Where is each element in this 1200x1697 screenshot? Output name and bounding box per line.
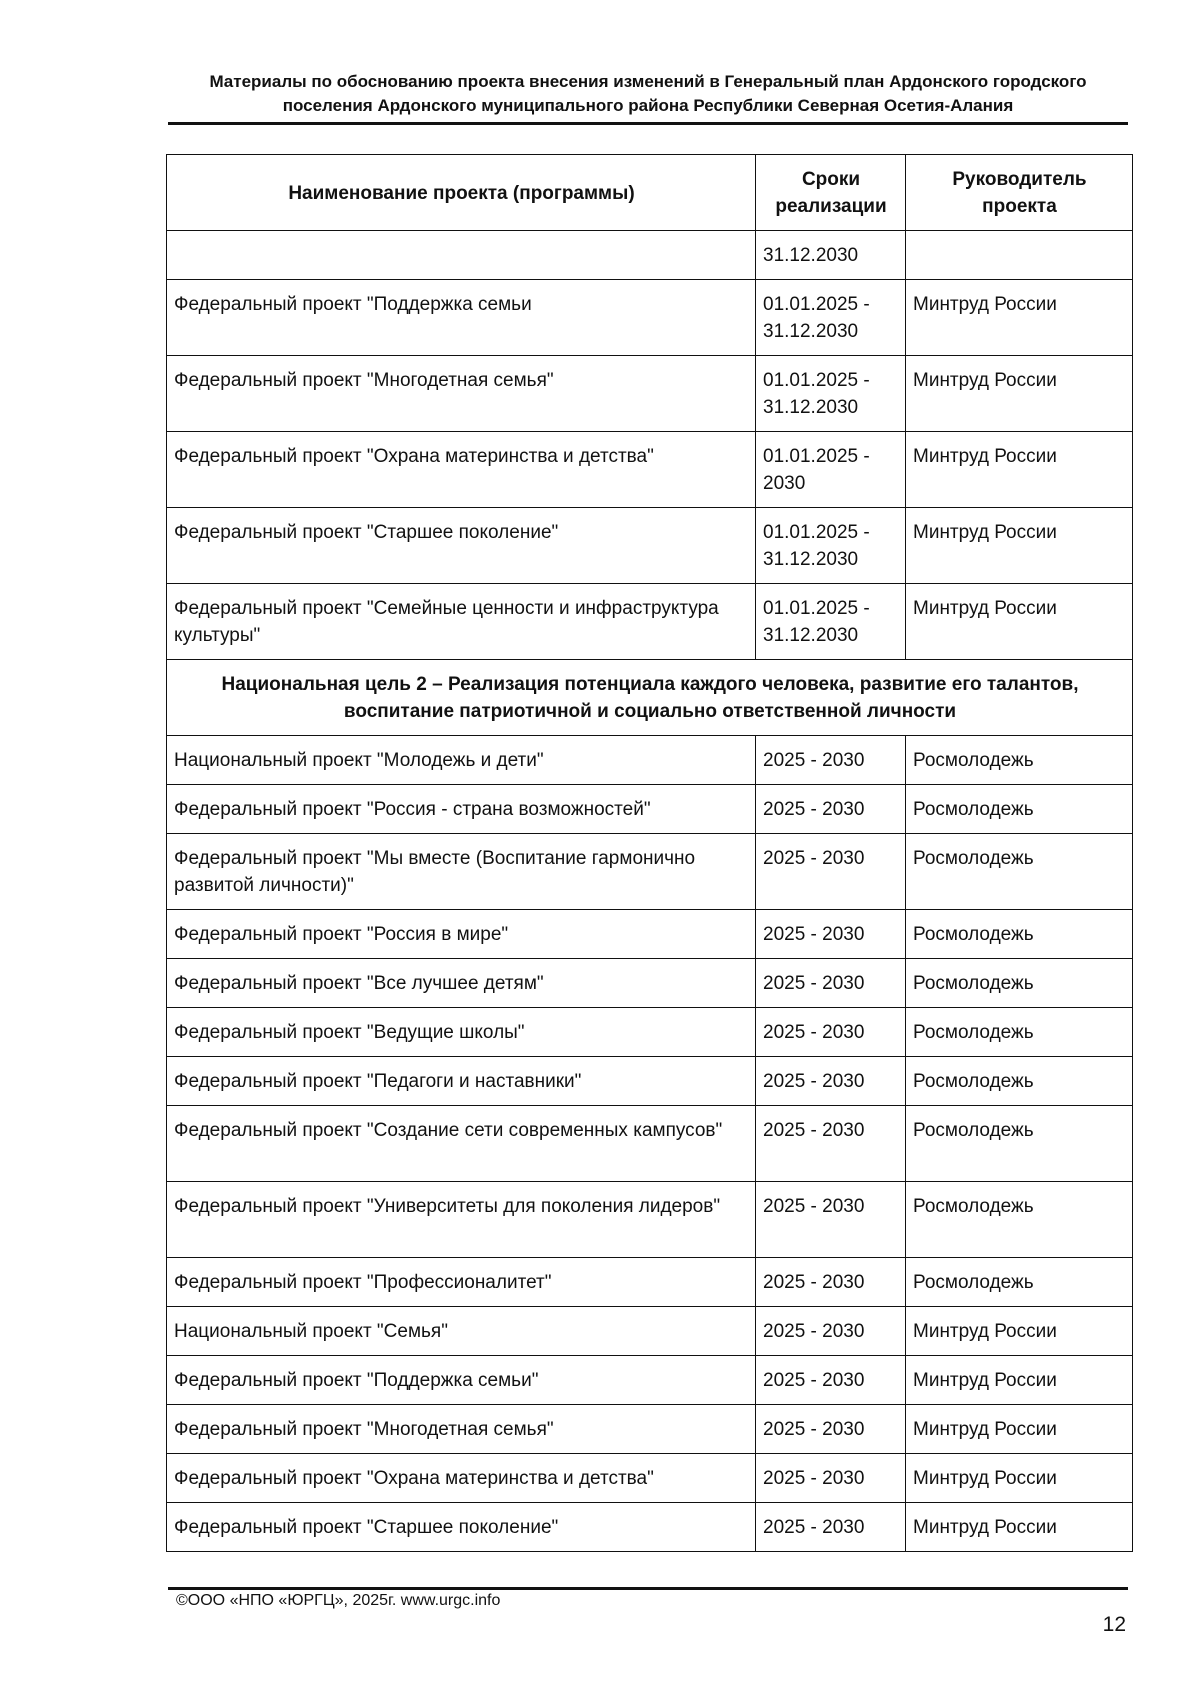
table-row <box>167 1356 1133 1405</box>
projects-table <box>166 154 1133 1552</box>
cell-period: 01.01.2025 - 31.12.2030 <box>756 356 906 432</box>
table-row <box>167 1258 1133 1307</box>
cell-lead: Минтруд России <box>906 356 1133 432</box>
cell-lead: Росмолодежь <box>906 959 1133 1008</box>
cell-name: Федеральный проект "Университеты для поколения лидеров" <box>167 1182 756 1258</box>
cell-name: Федеральный проект "Все лучшее детям" <box>167 959 756 1008</box>
footer-rule <box>168 1587 1128 1590</box>
cell-name: Федеральный проект "Старшее поколение" <box>167 508 756 584</box>
cell-name: Федеральный проект "Охрана материнства и детства" <box>167 432 756 508</box>
cell-name: Федеральный проект "Поддержка семьи" <box>167 1356 756 1405</box>
table-row <box>167 959 1133 1008</box>
cell-period: 2025 - 2030 <box>756 1258 906 1307</box>
cell-name: Федеральный проект "Многодетная семья" <box>167 1405 756 1454</box>
cell-period: 2025 - 2030 <box>756 1356 906 1405</box>
table-row <box>167 1405 1133 1454</box>
cell-period: 2025 - 2030 <box>756 1405 906 1454</box>
cell-lead: Росмолодежь <box>906 736 1133 785</box>
cell-lead: Минтруд России <box>906 508 1133 584</box>
cell-lead: Минтруд России <box>906 1503 1133 1552</box>
cell-period: 31.12.2030 <box>756 231 906 280</box>
cell-name: Федеральный проект "Мы вместе (Воспитание гармонично развитой личности)" <box>167 834 756 910</box>
table-row <box>167 432 1133 508</box>
cell-lead: Минтруд России <box>906 280 1133 356</box>
table-row <box>167 356 1133 432</box>
table-row <box>167 736 1133 785</box>
page-number: 12 <box>1102 1613 1126 1636</box>
cell-lead: Минтруд России <box>906 432 1133 508</box>
cell-lead: Минтруд России <box>906 1405 1133 1454</box>
cell-lead <box>906 231 1133 280</box>
column-header-period: Сроки реализации <box>756 155 906 231</box>
cell-period: 2025 - 2030 <box>756 1008 906 1057</box>
cell-name: Федеральный проект "Россия - страна возможностей" <box>167 785 756 834</box>
cell-lead: Росмолодежь <box>906 1106 1133 1182</box>
cell-name: Федеральный проект "Старшее поколение" <box>167 1503 756 1552</box>
cell-lead: Росмолодежь <box>906 1258 1133 1307</box>
header-line-2: поселения Ардонского муниципального района Республики Северная Осетия-Алания <box>282 96 1014 115</box>
cell-period: 2025 - 2030 <box>756 910 906 959</box>
cell-name <box>167 231 756 280</box>
table-row <box>167 834 1133 910</box>
cell-period: 2025 - 2030 <box>756 1307 906 1356</box>
table-row <box>167 508 1133 584</box>
header-rule <box>168 122 1128 125</box>
cell-lead: Минтруд России <box>906 584 1133 660</box>
footer-copyright: ©ООО «НПО «ЮРГЦ», 2025г. www.urgc.info <box>176 1592 501 1609</box>
cell-period: 01.01.2025 - 31.12.2030 <box>756 280 906 356</box>
table-row <box>167 1106 1133 1182</box>
cell-name: Федеральный проект "Семейные ценности и инфраструктура культуры" <box>167 584 756 660</box>
cell-lead: Росмолодежь <box>906 1008 1133 1057</box>
table-row <box>167 1182 1133 1258</box>
cell-period: 01.01.2025 - 31.12.2030 <box>756 508 906 584</box>
cell-name: Национальный проект "Семья" <box>167 1307 756 1356</box>
cell-period: 2025 - 2030 <box>756 1057 906 1106</box>
table-row <box>167 1008 1133 1057</box>
cell-period: 2025 - 2030 <box>756 1182 906 1258</box>
cell-name: Федеральный проект "Охрана материнства и детства" <box>167 1454 756 1503</box>
cell-name: Федеральный проект "Создание сети современных кампусов" <box>167 1106 756 1182</box>
cell-period: 2025 - 2030 <box>756 959 906 1008</box>
cell-lead: Росмолодежь <box>906 785 1133 834</box>
cell-period: 01.01.2025 - 31.12.2030 <box>756 584 906 660</box>
cell-name: Федеральный проект "Многодетная семья" <box>167 356 756 432</box>
table-header-row <box>167 155 1133 231</box>
table-row <box>167 280 1133 356</box>
header-line-1: Материалы по обоснованию проекта внесения изменений в Генеральный план Ардонского городского <box>209 72 1087 91</box>
cell-name: Федеральный проект "Ведущие школы" <box>167 1008 756 1057</box>
table-row <box>167 584 1133 660</box>
cell-lead: Минтруд России <box>906 1356 1133 1405</box>
cell-period: 2025 - 2030 <box>756 1106 906 1182</box>
page-header <box>168 70 1128 118</box>
column-header-lead: Руководитель проекта <box>906 155 1133 231</box>
section-title: Национальная цель 2 – Реализация потенциала каждого человека, развитие его талантов, воспитание патриотичной и социально ответственной личности <box>167 660 1133 736</box>
cell-lead: Росмолодежь <box>906 910 1133 959</box>
cell-lead: Росмолодежь <box>906 834 1133 910</box>
table-row <box>167 1503 1133 1552</box>
cell-name: Федеральный проект "Педагоги и наставники" <box>167 1057 756 1106</box>
cell-period: 2025 - 2030 <box>756 1503 906 1552</box>
cell-period: 2025 - 2030 <box>756 736 906 785</box>
column-header-name: Наименование проекта (программы) <box>167 155 756 231</box>
cell-name: Федеральный проект "Поддержка семьи <box>167 280 756 356</box>
cell-name: Национальный проект "Молодежь и дети" <box>167 736 756 785</box>
table-row <box>167 785 1133 834</box>
table-row <box>167 1307 1133 1356</box>
cell-lead: Минтруд России <box>906 1307 1133 1356</box>
cell-period: 01.01.2025 - 2030 <box>756 432 906 508</box>
table-row <box>167 1057 1133 1106</box>
cell-period: 2025 - 2030 <box>756 785 906 834</box>
table-row <box>167 231 1133 280</box>
cell-name: Федеральный проект "Россия в мире" <box>167 910 756 959</box>
section-row <box>167 660 1133 736</box>
cell-period: 2025 - 2030 <box>756 834 906 910</box>
table-row <box>167 910 1133 959</box>
cell-lead: Минтруд России <box>906 1454 1133 1503</box>
cell-name: Федеральный проект "Профессионалитет" <box>167 1258 756 1307</box>
cell-lead: Росмолодежь <box>906 1057 1133 1106</box>
cell-period: 2025 - 2030 <box>756 1454 906 1503</box>
cell-lead: Росмолодежь <box>906 1182 1133 1258</box>
table-row <box>167 1454 1133 1503</box>
